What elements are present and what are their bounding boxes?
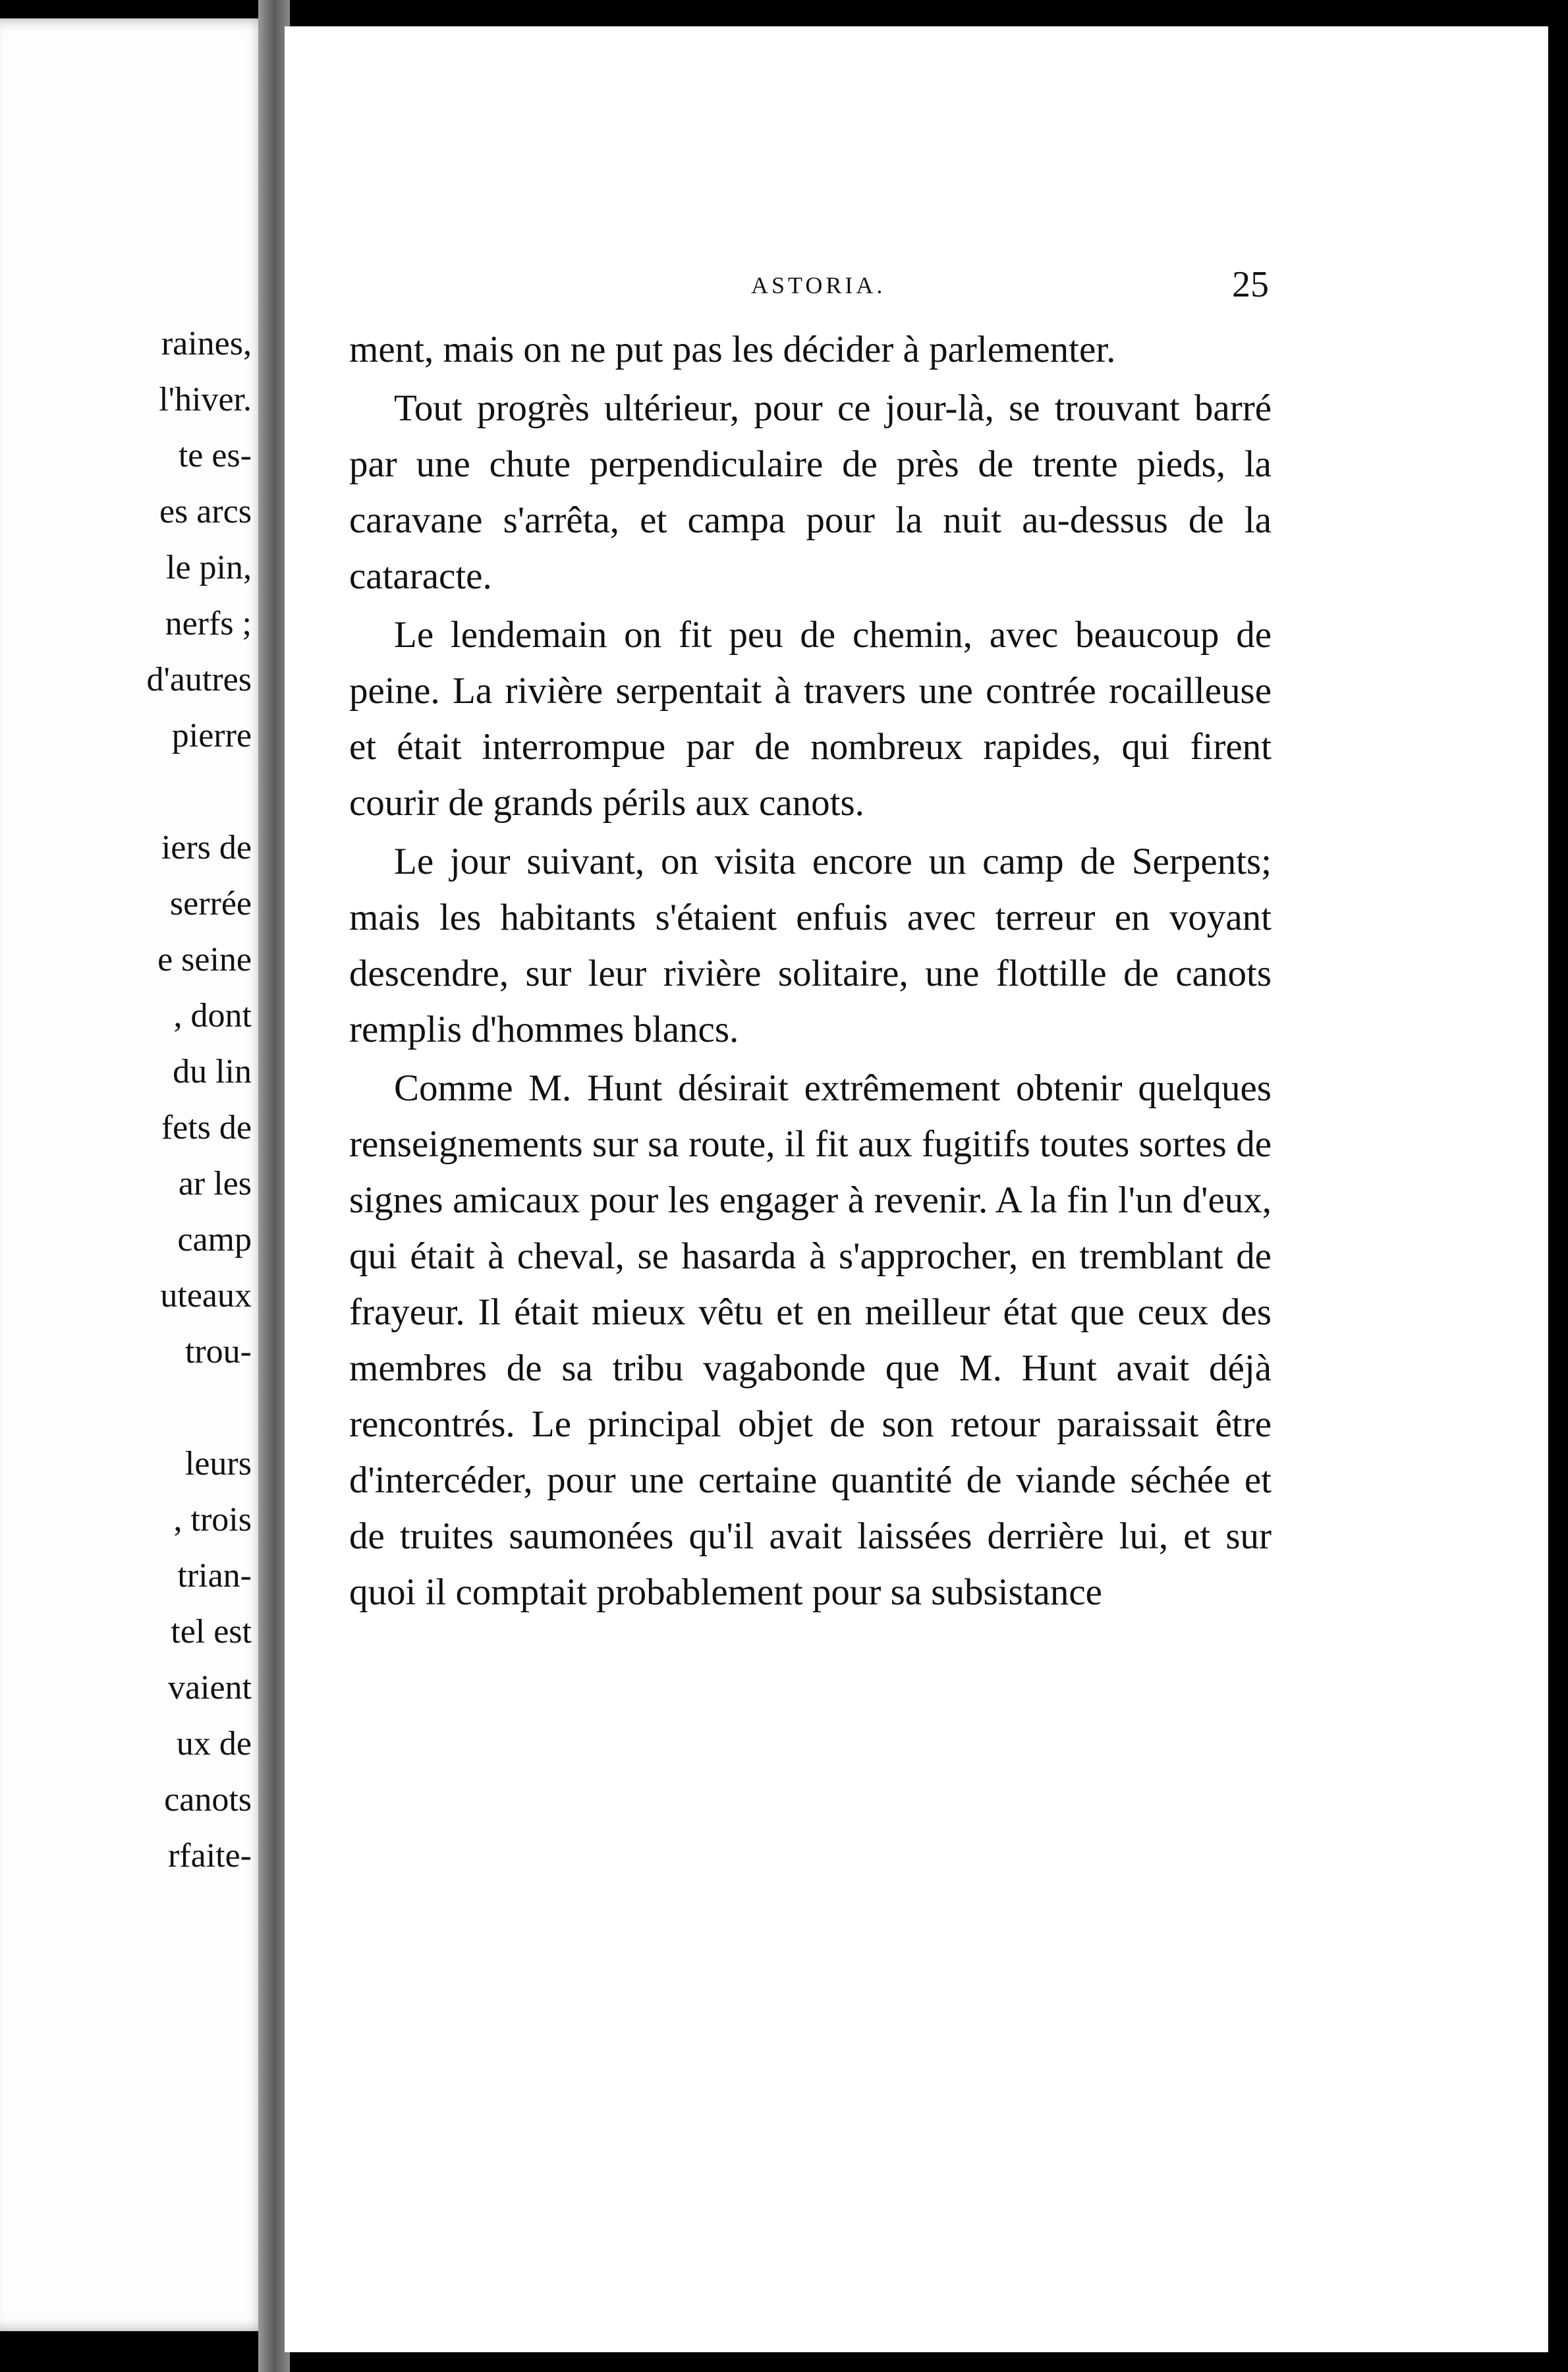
paragraph: Le lendemain on fit peu de chemin, avec beaucoup de peine. La rivière serpentait à travers une contrée rocailleuse et était interrompue par de nombreux rapides, qui firent courir de grands périls aux canots. <box>349 614 1272 824</box>
running-head: ASTORIA. <box>751 272 886 298</box>
left-page-fragment: , dont <box>173 997 252 1034</box>
left-page-fragment: trian- <box>177 1557 252 1595</box>
body-text <box>349 322 1272 1623</box>
left-page-fragment: , trois <box>173 1501 252 1539</box>
paragraph: ment, mais on ne put pas les décider à parlementer. <box>349 329 1116 370</box>
left-page-fragment: le pin, <box>166 549 252 586</box>
left-page-fragment: du lin <box>173 1053 252 1090</box>
page-number: 25 <box>1232 264 1269 305</box>
left-page-fragment: pierre <box>171 717 252 754</box>
left-page-fragment: uteaux <box>160 1277 252 1314</box>
left-page-fragment: serrée <box>169 885 252 922</box>
left-page <box>0 18 270 2331</box>
left-page-fragment: trou- <box>184 1333 252 1370</box>
left-page-fragment: rfaite- <box>167 1837 252 1875</box>
left-page-fragment: d'autres <box>146 661 252 698</box>
left-page-fragment: camp <box>177 1221 252 1258</box>
left-page-fragment: iers de <box>161 829 252 866</box>
left-page-fragment: leurs <box>184 1445 252 1482</box>
left-page-fragment: raines, <box>161 325 252 362</box>
left-page-fragment: ux de <box>176 1725 252 1763</box>
left-page-fragment: tel est <box>171 1613 252 1651</box>
left-page-fragment: vaient <box>167 1669 252 1707</box>
left-page-fragment: te es- <box>178 437 252 474</box>
left-page-fragment: es arcs <box>159 493 252 530</box>
left-page-fragment: l'hiver. <box>159 381 252 418</box>
left-page-fragment: nerfs ; <box>165 605 252 642</box>
paragraph: Tout progrès ultérieur, pour ce jour-là, se trouvant barré par une chute perpendiculaire de près de trente pieds, la caravane s'arrêta, et campa pour la nuit au-dessus de la cataracte. <box>349 387 1272 597</box>
left-page-fragment: fets de <box>161 1109 252 1146</box>
left-page-fragment: canots <box>164 1781 252 1819</box>
left-page-fragment: ar les <box>178 1165 252 1202</box>
left-page-fragment: e seine <box>157 941 252 978</box>
paragraph: Le jour suivant, on visita encore un camp de Serpents; mais les habitants s'étaient enfuis avec terreur en voyant descendre, sur leur rivière solitaire, une flottille de canots remplis d'hommes blancs. <box>349 841 1272 1050</box>
paragraph: Comme M. Hunt désirait extrêmement obtenir quelques renseignements sur sa route, il fit aux fugitifs toutes sortes de signes amicaux pour les engager à revenir. A la fin l'un d'eux, qui était à cheval, se hasarda à s'approcher, en tremblant de frayeur. Il était mieux vêtu et en meilleur état que ceux des membres de sa tribu vagabonde que M. Hunt avait déjà rencontrés. Le principal objet de son retour paraissait être d'intercéder, pour une certaine quantité de viande séchée et de truites saumonées qu'il avait laissées derrière lui, et sur quoi il comptait probablement pour sa subsistance <box>349 1067 1272 1613</box>
